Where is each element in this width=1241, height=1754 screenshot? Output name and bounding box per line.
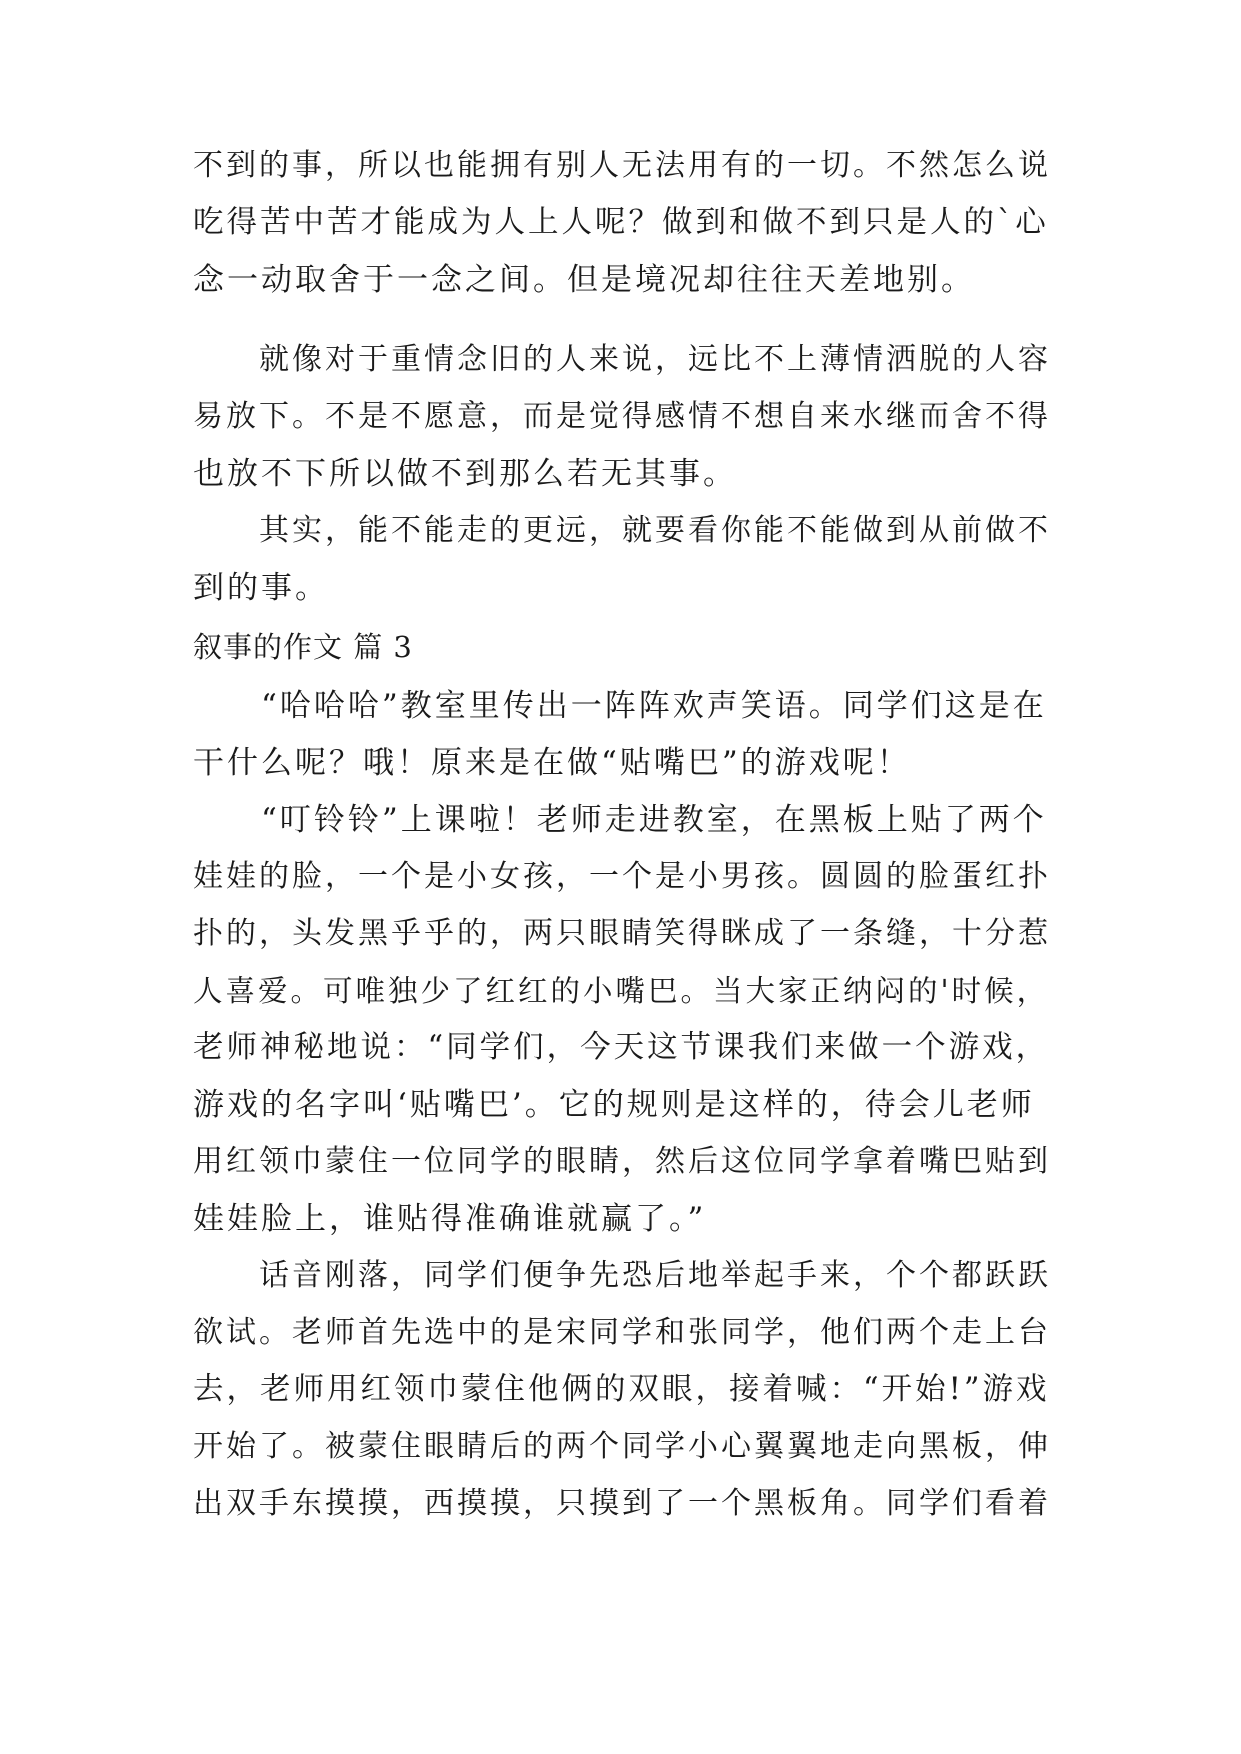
text-line: 娃娃脸上，谁贴得准确谁就赢了。” — [193, 1201, 707, 1237]
text-line: 扑的，头发黑乎乎的，两只眼睛笑得眯成了一条缝，十分惹 — [193, 916, 1051, 951]
text-line: “哈哈哈”教室里传出一阵阵欢声笑语。同学们这是在 — [193, 688, 1047, 724]
text-line: 欲试。老师首先选中的是宋同学和张同学，他们两个走上台 — [193, 1315, 1051, 1350]
text-line: 开始了。被蒙住眼睛后的两个同学小心翼翼地走向黑板，伸 — [193, 1429, 1051, 1464]
text-line: 用红领巾蒙住一位同学的眼睛，然后这位同学拿着嘴巴贴到 — [193, 1144, 1051, 1179]
text-line: 易放下。不是不愿意，而是觉得感情不想自来水继而舍不得 — [193, 399, 1051, 434]
text-line: 出双手东摸摸，西摸摸，只摸到了一个黑板角。同学们看着 — [193, 1486, 1051, 1521]
section-heading: 叙事的作文 篇 3 — [193, 630, 413, 664]
text-line: 念一动取舍于一念之间。但是境况却往往天差地别。 — [193, 262, 975, 298]
text-line: 老师神秘地说：“同学们，今天这节课我们来做一个游戏， — [193, 1030, 1050, 1065]
text-line: 到的事。 — [193, 570, 329, 606]
text-line: “叮铃铃”上课啦！老师走进教室，在黑板上贴了两个 — [193, 802, 1047, 838]
text-line: 游戏的名字叫‘贴嘴巴’。它的规则是这样的，待会儿老师 — [193, 1087, 1035, 1123]
text-line: 其实，能不能走的更远，就要看你能不能做到从前做不 — [193, 513, 1051, 548]
text-line: 也放不下所以做不到那么若无其事。 — [193, 456, 737, 492]
text-line: 就像对于重情念旧的人来说，远比不上薄情洒脱的人容 — [193, 342, 1051, 377]
text-line: 娃娃的脸，一个是小女孩，一个是小男孩。圆圆的脸蛋红扑 — [193, 859, 1051, 894]
text-line: 吃得苦中苦才能成为人上人呢？做到和做不到只是人的`心 — [193, 205, 1049, 240]
text-line: 干什么呢？哦！原来是在做“贴嘴巴”的游戏呢！ — [193, 745, 911, 781]
text-line: 人喜爱。可唯独少了红红的小嘴巴。当大家正纳闷的'时候， — [193, 974, 1050, 1008]
text-line: 话音刚落，同学们便争先恐后地举起手来，个个都跃跃 — [193, 1258, 1051, 1293]
text-line: 去，老师用红领巾蒙住他俩的双眼，接着喊：“开始!”游戏 — [193, 1372, 1050, 1407]
text-line: 不到的事，所以也能拥有别人无法用有的一切。不然怎么说 — [193, 148, 1051, 183]
